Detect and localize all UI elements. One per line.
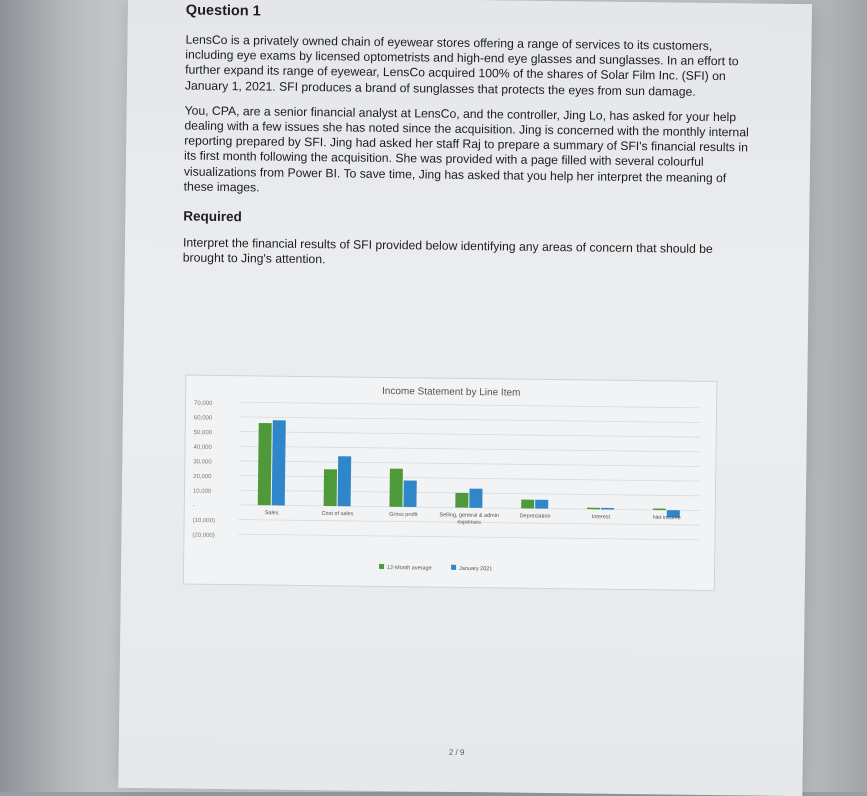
bar-january [535, 500, 548, 509]
category-label: Gross profit [389, 511, 418, 519]
paragraph-context: You, CPA, are a senior financial analyst at LensCo, and the controller, Jing Lo, has asked for your help dealing with a few issues she has noted since the acquisition. Jing is concerned with the monthly internal reporting prepared by SFI. Jing had asked her staff Raj to prepare a summary of SFI's financial results in its first month following the acquisition. She was provided with a page filled with several colourful visualizations from Power BI. To save time, Jing has asked that you help her interpret the meaning of these images. [183, 103, 749, 195]
required-heading: Required [183, 208, 242, 225]
y-tick-label: - [192, 503, 195, 510]
legend-swatch [451, 565, 456, 570]
bar-january [403, 480, 416, 507]
income-statement-chart [183, 375, 718, 591]
bar-average [258, 423, 272, 505]
gridline [240, 402, 701, 408]
category-label: expenses [457, 519, 481, 526]
paragraph-intro: LensCo is a privately owned chain of eyewear stores offering a range of services to its customers, including eye exams by licensed optometrists and high-end eye glasses and sunglasses. In an effort to further expand its range of eyewear, LensCo acquired 100% of the shares of Solar Film Inc. (SFI) on January 1, 2021. SFI produces a brand of sunglasses that protects the eyes from sun damage. [184, 32, 739, 99]
question-heading: Question 1 [185, 2, 261, 20]
bar-average [389, 469, 402, 507]
y-tick-label: 70,000 [194, 400, 213, 407]
required-instructions: Interpret the financial results of SFI provided below identifying any areas of concern that should be brought to Jing's attention. [182, 235, 713, 267]
bar-average [521, 500, 534, 509]
y-tick-label: (20,000) [192, 532, 215, 539]
category-label: Depreciation [519, 513, 551, 520]
legend-label: January 2021 [459, 565, 493, 573]
document-content [182, 2, 756, 573]
y-tick-label: 10,000 [192, 488, 212, 495]
bar-january [601, 508, 614, 510]
category-label: Cost of sales [321, 510, 354, 518]
category-label: Interest [591, 514, 611, 521]
document-page [118, 0, 812, 796]
y-tick-label: 40,000 [193, 444, 212, 451]
legend-swatch [379, 564, 384, 569]
y-tick-label: 60,000 [193, 415, 213, 422]
gridline [239, 505, 700, 511]
bar-january [338, 456, 352, 506]
bar-january [469, 489, 482, 508]
bar-average [324, 469, 337, 506]
bar-average [653, 508, 666, 510]
gridline [239, 476, 700, 482]
y-tick-label: (10,000) [192, 517, 216, 525]
gridline [240, 446, 701, 452]
bar-average [587, 508, 600, 510]
gridline [240, 417, 701, 423]
y-tick-label: 50,000 [193, 429, 213, 437]
chart-svg [184, 376, 717, 590]
category-label: Selling, general & admin [439, 512, 500, 520]
y-tick-label: 30,000 [193, 459, 212, 466]
legend-label: 12-Month average [387, 565, 432, 572]
bar-average [455, 493, 468, 508]
page-number: 2 / 9 [448, 747, 465, 757]
gridline [239, 461, 700, 467]
gridline [238, 534, 699, 540]
y-tick-label: 20,000 [193, 473, 212, 481]
category-label: Net income [652, 514, 681, 522]
chart-title: Income Statement by Line Item [381, 385, 521, 399]
bar-january [272, 420, 286, 505]
category-label: Sales [264, 510, 279, 517]
gridline [240, 432, 701, 438]
